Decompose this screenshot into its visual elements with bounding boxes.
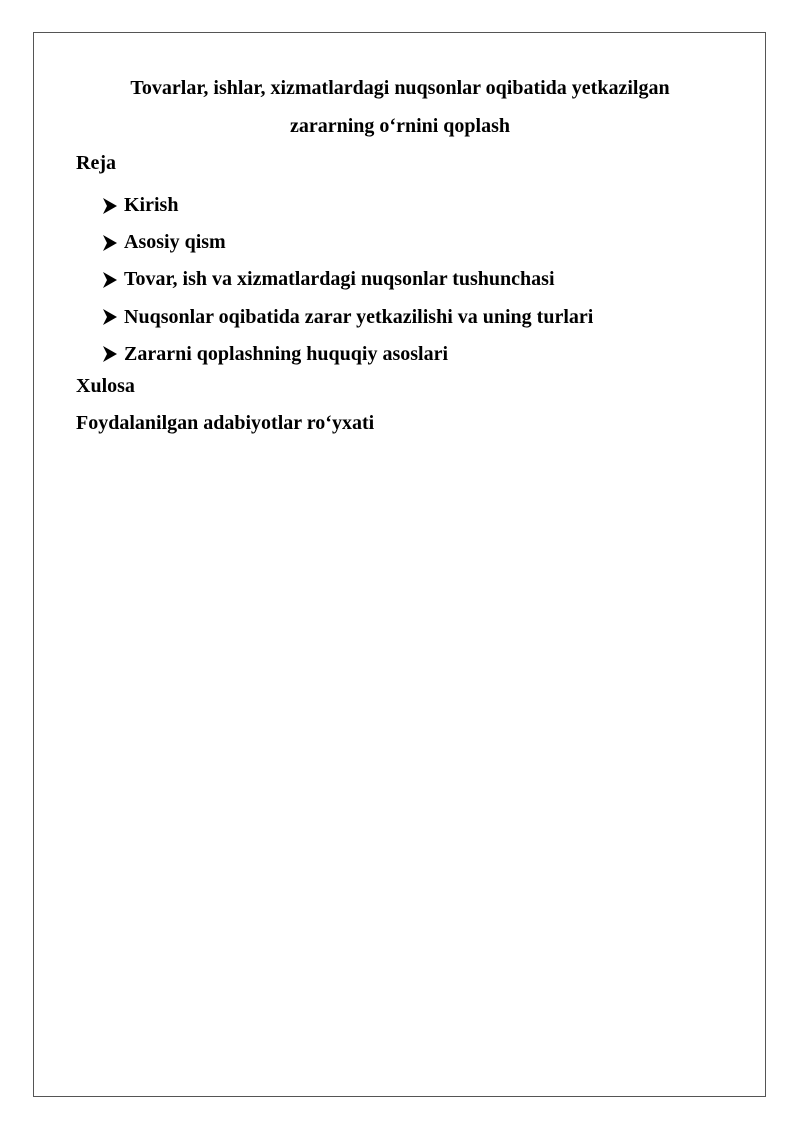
conclusion-heading: Xulosa (76, 375, 135, 397)
plan-item (103, 224, 593, 261)
arrowhead-bullet-icon (103, 235, 117, 251)
plan-list (103, 187, 593, 373)
plan-item (103, 261, 593, 298)
plan-item (103, 187, 593, 224)
plan-item (103, 336, 593, 373)
references-heading: Foydalanilgan adabiyotlar ro‘yxati (76, 412, 375, 434)
document-title-line-1: Tovarlar, ishlar, xizmatlardagi nuqsonlar oqibatida yetkazilgan (130, 77, 670, 99)
document-title-line-2: zararning o‘rnini qoplash (289, 115, 511, 137)
arrowhead-bullet-icon (103, 198, 117, 214)
arrowhead-bullet-icon (103, 346, 117, 362)
arrowhead-bullet-icon (103, 272, 117, 288)
plan-item-label: Zararni qoplashning huquqiy asoslari (124, 342, 449, 365)
plan-item-label: Tovar, ish va xizmatlardagi nuqsonlar tushunchasi (124, 268, 555, 291)
plan-item-label: Asosiy qism (124, 231, 226, 254)
plan-heading: Reja (76, 152, 116, 174)
plan-item (103, 299, 593, 336)
arrowhead-bullet-icon (103, 309, 117, 325)
plan-item-label: Kirish (124, 194, 179, 217)
plan-item-label: Nuqsonlar oqibatida zarar yetkazilishi va uning turlari (124, 305, 594, 328)
